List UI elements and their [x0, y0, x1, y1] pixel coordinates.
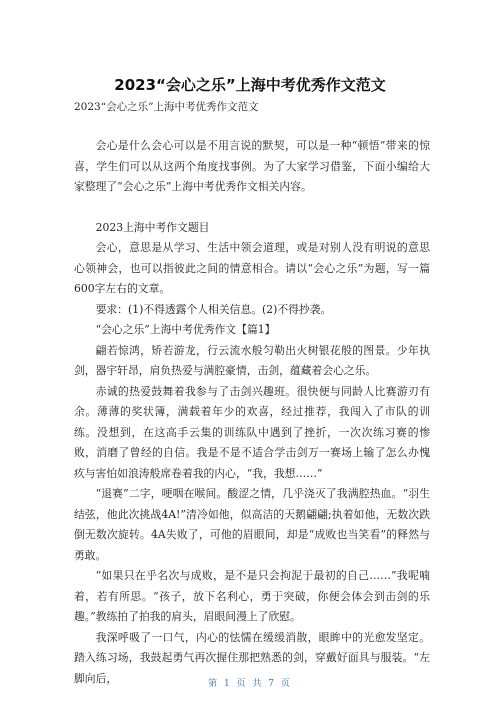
essay-heading: “会心之乐”上海中考优秀作文【篇1】 [95, 323, 276, 336]
document-subtitle: 2023“会心之乐”上海中考优秀作文范文 [74, 101, 259, 113]
essay-paragraph: 赤诚的热爱鼓舞着我参与了击剑兴趣班。很快便与同龄人比赛游刃有余。薄薄的奖状簿，满载着年少的欢喜，经过推荐，我闯入了市队的训练。没想到，在这高手云集的训练队中遇到了挫折，一次次练习赛的惨败，消磨了曾经的自信。我是不是不适合学击剑万一赛场上输了怎么办愧疚与害怕如浪涛般席卷着我的内心，“我，我想……” [74, 384, 430, 480]
requirements-paragraph: 要求：(1)不得透露个人相关信息。(2)不得抄袭。 [95, 302, 332, 316]
document-title: 2023“会心之乐”上海中考优秀作文范文 [114, 76, 386, 94]
section-heading: 2023上海中考作文题目 [95, 220, 210, 234]
essay-paragraph: “退赛”二字，哽咽在喉间。酸涩之情，几乎浇灭了我满腔热血。“羽生结弦，他此次挑战4A!”清冷如他，似高洁的天鹅翩翩;执着如他，无数次跌倒无数次旋转。4A失败了，可他的眉眼间，却是“成败也当笑看”的释然与勇敢。 [74, 487, 430, 562]
essay-paragraph: 翩若惊鸿，矫若游龙，行云流水般匀勒出火树银花般的图景。少年执剑，器宇轩昂，肩负热爱与满腔豪情，击剑，蕴藏着会心之乐。 [74, 343, 430, 377]
page-number: 第 1 页 共 7 页 [208, 679, 292, 689]
essay-paragraph: 我深呼吸了一口气，内心的怯懦在缓缓消散，眼眸中的光愈发坚定。踏入练习场，我鼓起勇气再次握住那把熟悉的剑，穿戴好面具与服装。“左脚向后， [74, 630, 430, 685]
document-body [74, 136, 430, 689]
intro-paragraph: 会心是什么会心可以是不用言说的默契，可以是一种“顿悟”带来的惊喜，学生们可以从这两个角度找事例。为了大家学习借鉴，下面小编给大家整理了“会心之乐”上海中考优秀作文相关内容。 [74, 139, 430, 193]
essay-paragraph: “如果只在乎名次与成败，是不是只会拘泥于最初的自己……”我呢喃着，若有所思。“孩子，放下名利心，勇于突破，你便会体会到击剑的乐趣。”教练拍了拍我的肩头，眉眼间漫上了欣慰。 [74, 569, 430, 623]
prompt-paragraph: 会心，意思是从学习、生活中领会道理，或是对别人没有明说的意思心领神会，也可以指彼此之间的情意相合。请以“会心之乐”为题，写一篇600字左右的文章。 [74, 241, 430, 295]
